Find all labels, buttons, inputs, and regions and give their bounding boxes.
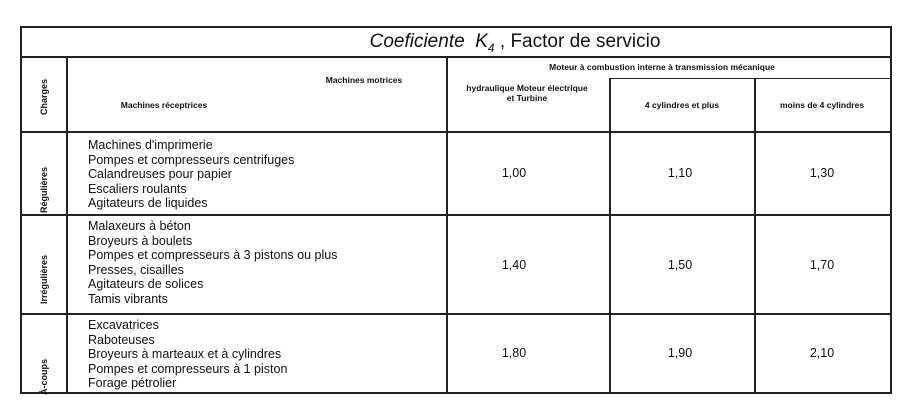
list-item: Agitateurs de solices [88, 277, 204, 292]
category-a-coups: À-coups [39, 359, 49, 395]
header-combustion: Moteur à combustion interne à transmission mécanique [549, 62, 775, 72]
category-irregulieres: Irrégulières [39, 254, 49, 304]
list-item: Agitateurs de liquides [88, 196, 208, 211]
value-regulieres-col3: 1,30 [809, 166, 835, 180]
title-k-subscript: 4 [487, 40, 495, 55]
value-regulieres-col2: 1,10 [667, 166, 693, 180]
machines-list-a-coups [88, 318, 287, 391]
value-a-coups-col2: 1,90 [667, 346, 693, 360]
list-item: Presses, cisailles [88, 262, 184, 277]
list-item: Pompes et compresseurs centrifuges [88, 152, 295, 167]
divider-col1 [446, 58, 448, 394]
list-item: Excavatrices [88, 318, 159, 332]
list-item: Machines d'imprimerie [88, 138, 213, 152]
header-moins-4-cylindres: moins de 4 cylindres [779, 100, 865, 110]
list-item: Broyeurs à marteaux et à cylindres [88, 347, 282, 362]
title-coeficiente: Coeficiente [369, 31, 465, 52]
list-item: Pompes et compresseurs à 1 piston [88, 361, 288, 376]
row-divider-1 [22, 214, 890, 216]
title-k: K [475, 31, 488, 52]
category-regulieres: Régulières [39, 166, 49, 213]
row-divider-2 [22, 313, 890, 315]
list-item: Broyeurs à boulets [88, 233, 193, 248]
value-regulieres-col1: 1,00 [501, 166, 527, 180]
divider-col2 [609, 78, 611, 394]
table-title [22, 28, 890, 62]
list-item: Escaliers roulants [88, 181, 187, 196]
list-item: Calandreuses pour papier [88, 167, 232, 182]
value-a-coups-col3: 2,10 [809, 346, 835, 360]
header-4-cylindres: 4 cylindres et plus [644, 100, 720, 110]
machines-list-irregulieres [88, 219, 337, 307]
list-item: Raboteuses [88, 332, 155, 347]
title-factor: , Factor de servicio [499, 31, 661, 52]
title-row [22, 28, 890, 58]
list-item: Malaxeurs à béton [88, 219, 191, 233]
value-a-coups-col1: 1,80 [501, 346, 527, 360]
combustion-subline [609, 78, 890, 79]
service-factor-table [20, 26, 892, 394]
header-hydraulique: hydraulique Moteur électrique et Turbine [466, 83, 588, 103]
value-irregulieres-col2: 1,50 [667, 258, 693, 272]
header-machines-motrices: Machines motrices [325, 75, 403, 85]
header-bottom-line [22, 131, 890, 133]
list-item: Forage pétrolier [88, 376, 177, 391]
divider-charges [66, 58, 68, 394]
header-charges: Charges [39, 78, 49, 115]
list-item: Tamis vibrants [88, 291, 168, 306]
list-item: Pompes et compresseurs à 3 pistons ou plus [88, 248, 338, 263]
value-irregulieres-col1: 1,40 [501, 258, 527, 272]
header-machines-receptrices: Machines réceptrices [120, 100, 208, 110]
machines-list-regulieres [88, 138, 294, 211]
value-irregulieres-col3: 1,70 [809, 258, 835, 272]
divider-col3 [754, 78, 756, 394]
